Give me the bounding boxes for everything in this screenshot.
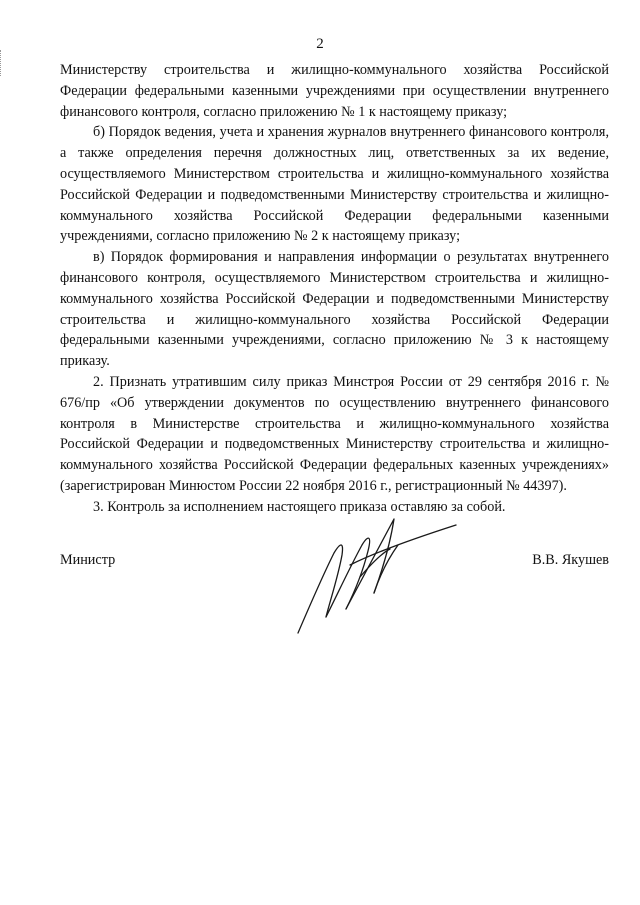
page-number: 2 (316, 36, 324, 52)
paragraph-clause-2: 2. Признать утратившим силу приказ Минстроя России от 29 сентября 2016 г. № 676/пр «Об утверждении документов по осуществлению внутреннего финансового контроля в Министерстве строительства и жилищно-коммунального хозяйства Российской Федерации и подведомственных Министерству строительства и жилищно-коммунального хозяйства Российской Федерации федеральных казенных учреждениях» (зарегистрирован Минюстом России 22 ноября 2016 г., регистрационный № 44397). (60, 373, 609, 494)
paragraph-continuation: Министерству строительства и жилищно-коммунального хозяйства Российской Федерации федеральными казенными учреждениями при осуществлении внутреннего финансового контроля, согласно приложению № 1 к настоящему приказу; (60, 62, 609, 120)
signer-name: В.В. Якушев (532, 552, 609, 568)
signer-title: Министр (60, 552, 116, 568)
paragraph-item-v: в) Порядок формирования и направления информации о результатах внутреннего финансового контроля, осуществляемого Министерством строительства и жилищно-коммунального хозяйства Российской Федерации и подведомственными Министерству строительства и жилищно-коммунального хозяйства Российской Федерации федеральными казенными учреждениями, согласно приложению № 3 к настоящему приказу. (60, 249, 609, 370)
paragraph-clause-3: 3. Контроль за исполнением настоящего приказа оставляю за собой. (93, 498, 506, 515)
margin-mark (0, 50, 3, 76)
document-body (60, 60, 609, 518)
paragraph-item-b: б) Порядок ведения, учета и хранения журналов внутреннего финансового контроля, а также определения перечня должностных лиц, ответственных за их ведение, осуществляемого Министерством строительства и жилищно-коммунального хозяйства Российской Федерации и подведомственными Министерству строительства и жилищно-коммунального хозяйства Российской Федерации федеральными казенными учреждениями, согласно приложению № 2 к настоящему приказу; (60, 124, 609, 245)
signature-block (60, 552, 609, 574)
